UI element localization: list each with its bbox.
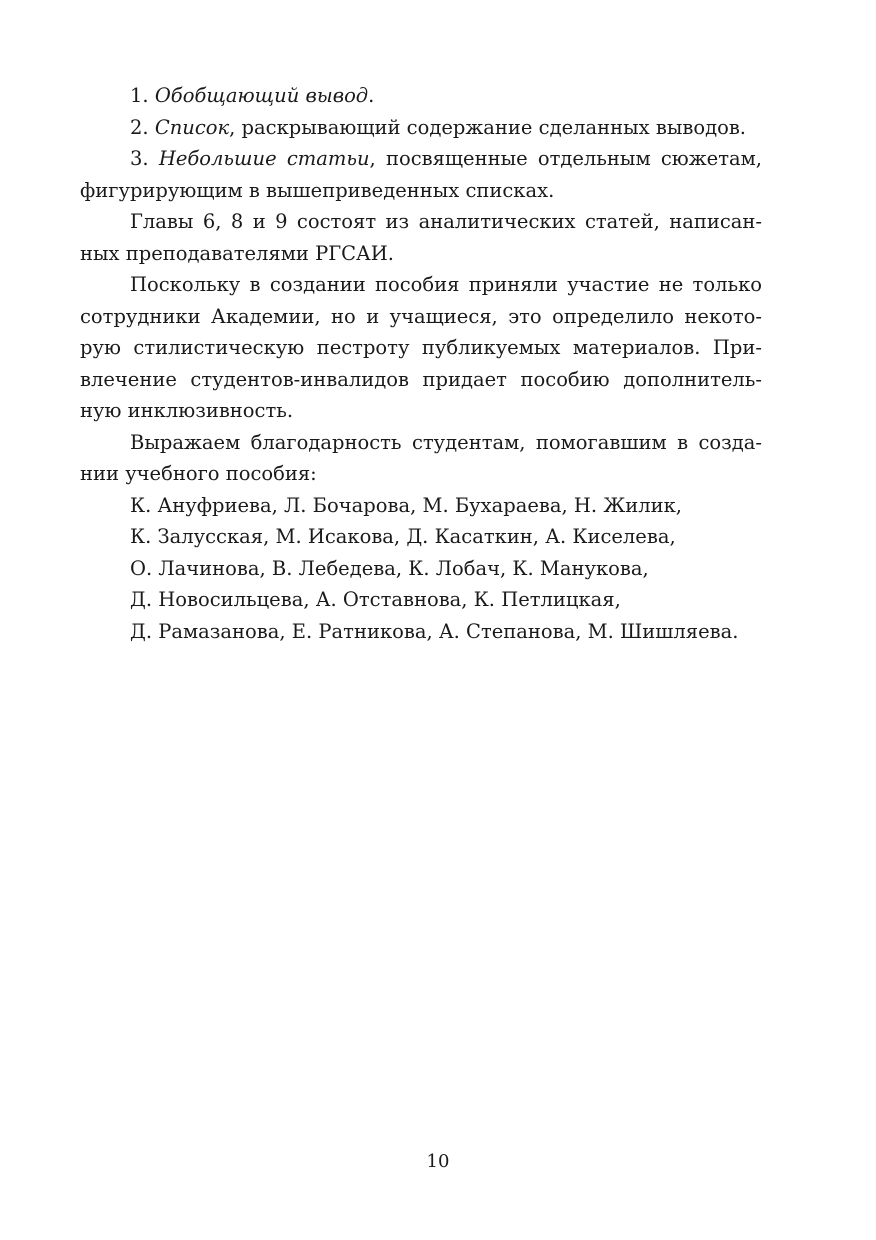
list-item-3-term: Небольшие статьи	[158, 147, 370, 170]
list-item-3-continuation: фигурирующим в вышеприведенных списках.	[80, 178, 555, 202]
student-names-line: О. Лачинова, В. Лебедева, К. Лобач, К. Манукова,	[130, 556, 649, 580]
authors-paragraph-line-4: влечение студентов-инвалидов придает пособию дополнитель-	[80, 367, 762, 391]
chapters-paragraph-line-1: Главы 6, 8 и 9 состоят из аналитических статей, написан-	[130, 210, 762, 233]
list-item-1: 1. Обобщающий вывод.	[130, 84, 375, 107]
chapters-paragraph-line-2: ных преподавателями РГСАИ.	[80, 241, 395, 265]
page-number: 10	[426, 1151, 450, 1172]
authors-paragraph-line-1: Поскольку в создании пособия приняли участие не только	[130, 273, 762, 296]
thanks-paragraph-line-2: нии учебного пособия:	[80, 462, 317, 485]
list-item-2-term: Список	[154, 115, 230, 139]
authors-paragraph-line-5: ную инклюзивность.	[80, 399, 294, 422]
student-names-line: Д. Новосильцева, А. Отставнова, К. Петлицкая,	[130, 588, 621, 611]
student-names-line: К. Ануфриева, Л. Бочарова, М. Бухараева, Н. Жилик,	[130, 493, 683, 517]
list-item-3: 3. Небольшие статьи, посвященные отдельным сюжетам,	[130, 147, 762, 170]
thanks-paragraph-line-1: Выражаем благодарность студентам, помогавшим в созда-	[130, 430, 762, 454]
authors-paragraph-line-2: сотрудники Академии, но и учащиеся, это определило некото-	[80, 304, 762, 328]
list-item-2: 2. Список, раскрывающий содержание сделанных выводов.	[130, 115, 746, 139]
body-text	[80, 80, 762, 647]
student-names-line: Д. Рамазанова, Е. Ратникова, А. Степанова, М. Шишляева.	[130, 619, 739, 643]
authors-paragraph-line-3: рую стилистическую пестроту публикуемых материалов. При-	[80, 336, 762, 359]
student-names-line: К. Залусская, М. Исакова, Д. Касаткин, А. Киселева,	[130, 525, 676, 548]
list-item-1-term: Обобщающий вывод	[154, 84, 369, 107]
